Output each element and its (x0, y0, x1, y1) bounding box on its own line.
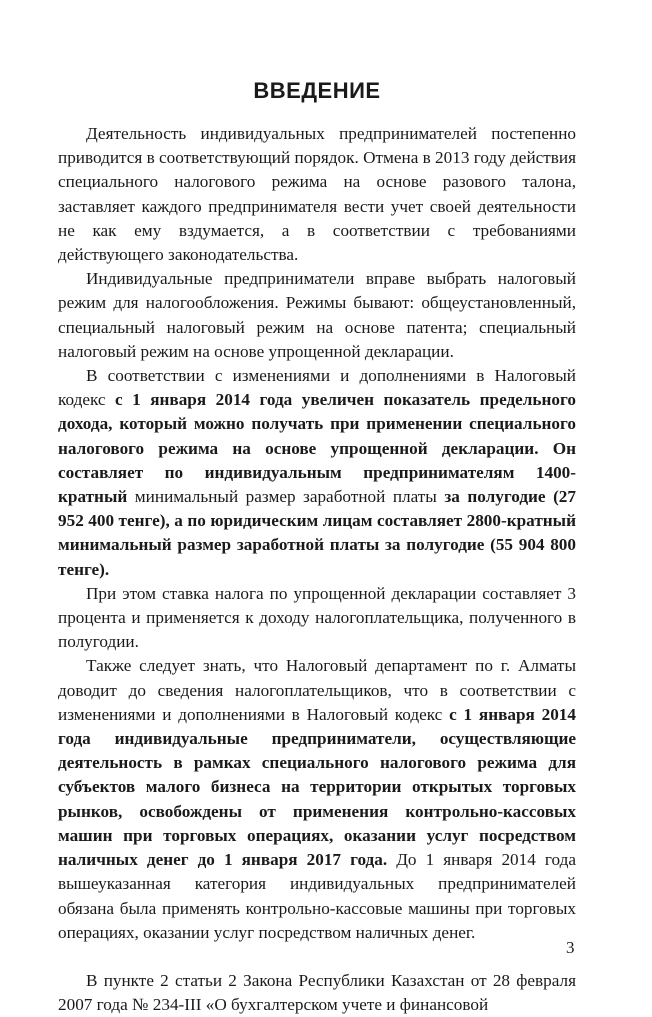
page-number: 3 (566, 938, 575, 957)
paragraph (58, 267, 576, 364)
body-text (58, 122, 576, 1017)
text-segment: Индивидуальные предприниматели вправе выбрать налоговый режим для налогообложения. Режимы бывают: общеустановленный, специальный налоговый режим на основе патента; специальный налоговый режим на основе упрощенной декларации. (58, 269, 576, 361)
text-segment: Также следует знать, что Налоговый департамент по г. Алматы доводит до сведения налогоплательщиков, что в соответствии с изменениями и дополнениями в Налоговый кодекс (58, 656, 576, 724)
paragraph (58, 654, 576, 944)
text-segment: минимальный размер заработной платы (127, 487, 445, 507)
text-segment: Деятельность индивидуальных предпринимателей постепенно приводится в соответствующий порядок. Отмена в 2013 году действия специального налогового режима на основе разового талона, заставляет каждого предпринимателя вести учет своей деятельности не как ему вздумается, а в соответствии с требованиями действующего законодательства. (58, 124, 576, 265)
text-segment: При этом ставка налога по упрощенной декларации составляет 3 процента и применяется к доходу налогоплательщика, полученного в полугодии. (58, 583, 576, 652)
paragraph (58, 582, 576, 655)
document-page (58, 0, 576, 1015)
paragraph (58, 122, 576, 267)
text-segment: До 1 января 2014 года вышеуказанная категория индивидуальных предпринимателей обязана была применять контрольно-кассовые машины при торговых операциях, оказании услуг посредством наличных денег. (58, 850, 576, 942)
bold-text-segment: с 1 января 2014 года индивидуальные предприниматели, осуществляющие деятельность в рамках специального налогового режима для субъектов малого бизнеса на территории открытых торговых рынков, освобождены от применения контрольно-кассовых машин при торговых операциях, оказании услуг посредством наличных денег до 1 января 2017 года. (58, 704, 576, 870)
page-title: ВВЕДЕНИЕ (253, 78, 381, 103)
text-segment: В пункте 2 статьи 2 Закона Республики Казахстан от 28 февраля 2007 года № 234-III «О бухгалтерском учете и финансовой (58, 970, 576, 1015)
bold-text-segment: за полугодие (27 952 400 тенге), а по юридическим лицам составляет 2800-кратный минимальный размер заработной платы за полугодие (55 904 800 тенге). (58, 487, 576, 579)
paragraph (58, 969, 576, 1017)
paragraph (58, 364, 576, 582)
text-segment: В соответствии с изменениями и дополнениями в Налоговый кодекс (58, 366, 576, 410)
bold-text-segment: с 1 января 2014 года увеличен показатель предельного дохода, который можно получать при применении специального налогового режима на основе упрощенной декларации. Он составляет по индивидуальным предпринимателям 1400-кратный (58, 390, 576, 507)
